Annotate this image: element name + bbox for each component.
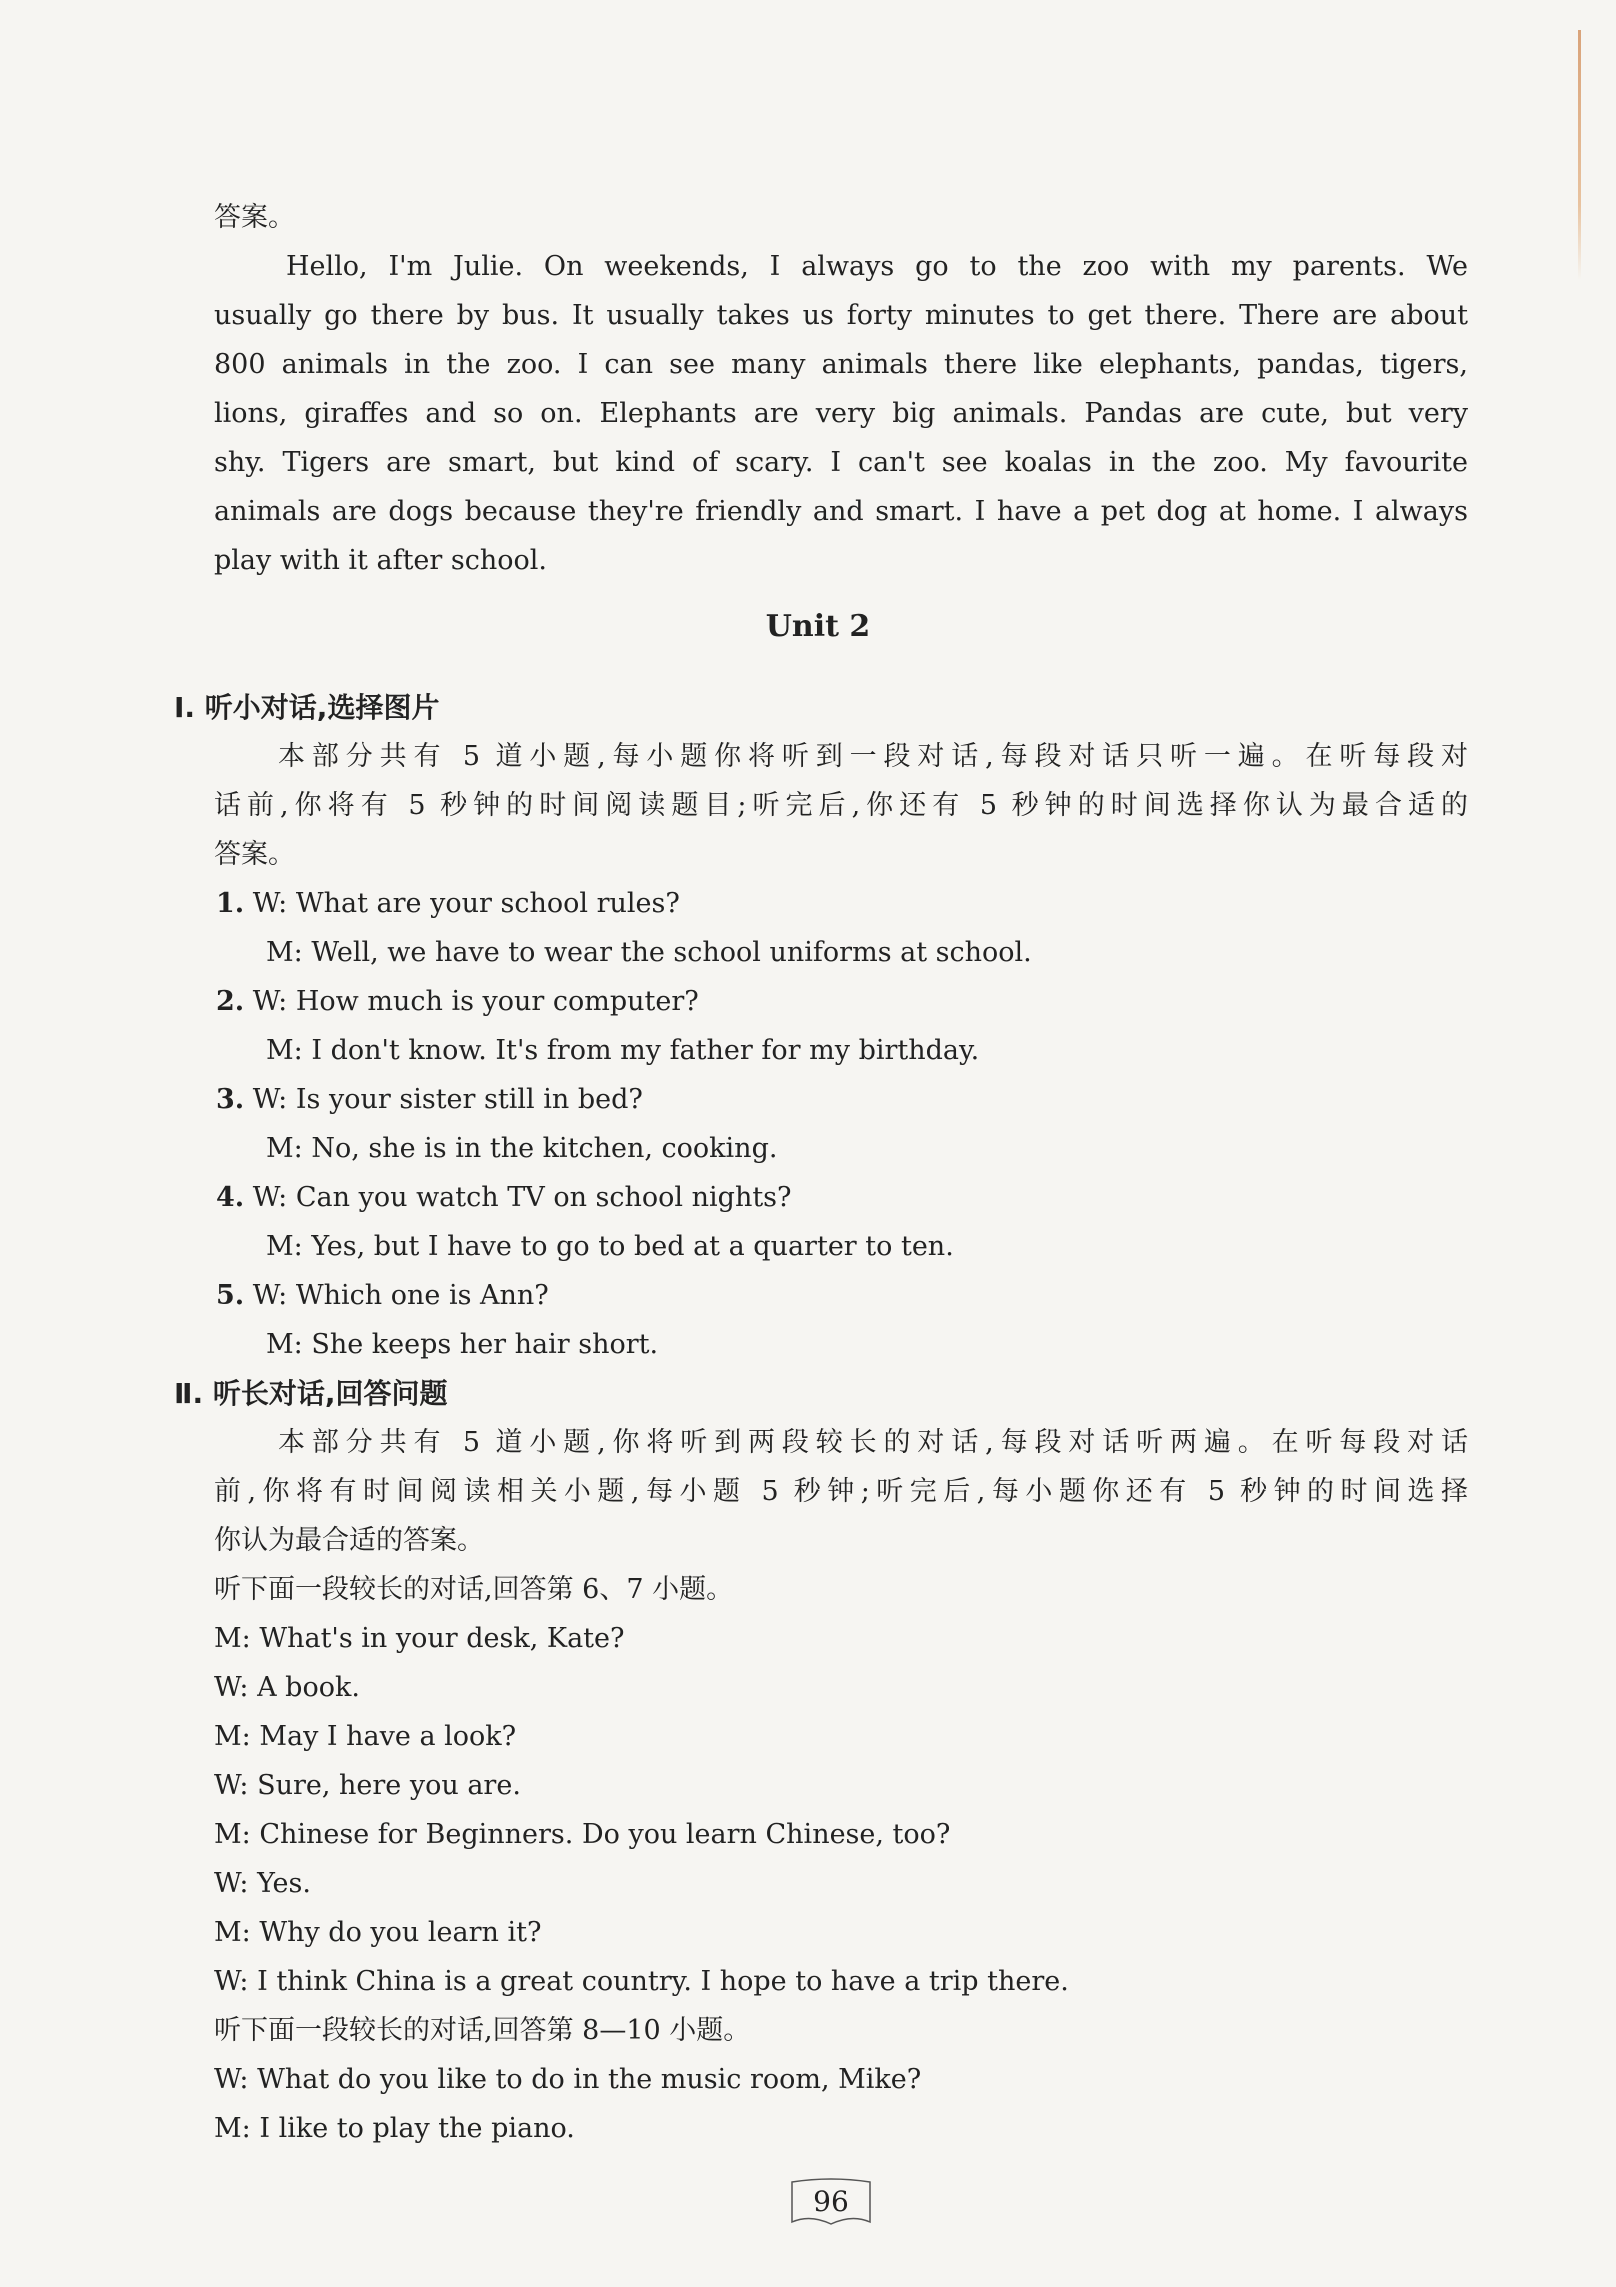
passage-line: lions, giraffes and so on. Elephants are very big animals. Pandas are cute, but very: [214, 398, 1468, 429]
page-number: [786, 2178, 876, 2226]
dialogue-line: W: A book.: [214, 1672, 360, 1703]
question-number: 3.: [216, 1084, 245, 1115]
unit-title: Unit 2: [765, 609, 871, 644]
question-item: [216, 982, 699, 1022]
section2-instruction: 本部分共有 5 道小题,你将听到两段较长的对话,每段对话听两遍。在听每段对话: [278, 1427, 1468, 1458]
section1-instruction: 答案。: [214, 839, 295, 870]
question-number: 5.: [216, 1280, 245, 1311]
section1-title: Ⅰ. 听小对话,选择图片: [174, 691, 440, 724]
section1-instruction: 本部分共有 5 道小题,每小题你将听到一段对话,每段对话只听一遍。在听每段对: [278, 741, 1468, 772]
question-m: M: No, she is in the kitchen, cooking.: [266, 1133, 778, 1164]
question-w: W: Can you watch TV on school nights?: [252, 1182, 792, 1213]
passage-line: 800 animals in the zoo. I can see many animals there like elephants, pandas, tigers,: [214, 349, 1468, 380]
passage-line: usually go there by bus. It usually takes us forty minutes to get there. There are about: [214, 300, 1468, 331]
dialogue-line: M: Why do you learn it?: [214, 1917, 542, 1948]
section2-instruction: 你认为最合适的答案。: [214, 1525, 484, 1556]
dialogue2-intro: 听下面一段较长的对话,回答第 8—10 小题。: [214, 2015, 751, 2046]
dialogue-line: W: I think China is a great country. I hope to have a trip there.: [214, 1966, 1069, 1997]
dialogue-line: W: Yes.: [214, 1868, 311, 1899]
question-m: M: Yes, but I have to go to bed at a quarter to ten.: [266, 1231, 954, 1262]
question-number: 1.: [216, 888, 245, 919]
question-m: M: She keeps her hair short.: [266, 1329, 659, 1360]
question-w: W: What are your school rules?: [252, 888, 680, 919]
dialogue1-intro: 听下面一段较长的对话,回答第 6、7 小题。: [214, 1574, 734, 1605]
passage-line: Hello, I'm Julie. On weekends, I always go to the zoo with my parents. We: [286, 251, 1468, 282]
section1-instruction: 话前,你将有 5 秒钟的时间阅读题目;听完后,你还有 5 秒钟的时间选择你认为最合适的: [214, 790, 1468, 821]
passage-line: shy. Tigers are smart, but kind of scary. I can't see koalas in the zoo. My favourite: [214, 447, 1468, 478]
dialogue-line: M: Chinese for Beginners. Do you learn Chinese, too?: [214, 1819, 951, 1850]
page-number-text: 96: [813, 2185, 849, 2218]
dialogue-line: M: What's in your desk, Kate?: [214, 1623, 625, 1654]
dialogue-line: W: What do you like to do in the music room, Mike?: [214, 2064, 922, 2095]
question-number: 2.: [216, 986, 245, 1017]
section2-instruction: 前,你将有时间阅读相关小题,每小题 5 秒钟;听完后,每小题你还有 5 秒钟的时间选择: [214, 1476, 1468, 1507]
question-item: [216, 1276, 549, 1316]
dialogue-line: M: I like to play the piano.: [214, 2113, 575, 2144]
question-item: [216, 884, 680, 924]
question-m: M: Well, we have to wear the school uniforms at school.: [266, 937, 1032, 968]
question-item: [216, 1080, 643, 1120]
question-item: [216, 1178, 792, 1218]
dialogue-line: M: May I have a look?: [214, 1721, 517, 1752]
dialogue-line: W: Sure, here you are.: [214, 1770, 521, 1801]
intro-tail: 答案。: [214, 202, 295, 233]
question-number: 4.: [216, 1182, 245, 1213]
question-m: M: I don't know. It's from my father for my birthday.: [266, 1035, 980, 1066]
passage-line: animals are dogs because they're friendly and smart. I have a pet dog at home. I always: [214, 496, 1468, 527]
question-w: W: Is your sister still in bed?: [252, 1084, 643, 1115]
question-w: W: Which one is Ann?: [252, 1280, 549, 1311]
page-edge-mark: [1578, 30, 1581, 280]
question-w: W: How much is your computer?: [252, 986, 699, 1017]
passage-line: play with it after school.: [214, 545, 547, 576]
section2-title: Ⅱ. 听长对话,回答问题: [174, 1377, 448, 1410]
